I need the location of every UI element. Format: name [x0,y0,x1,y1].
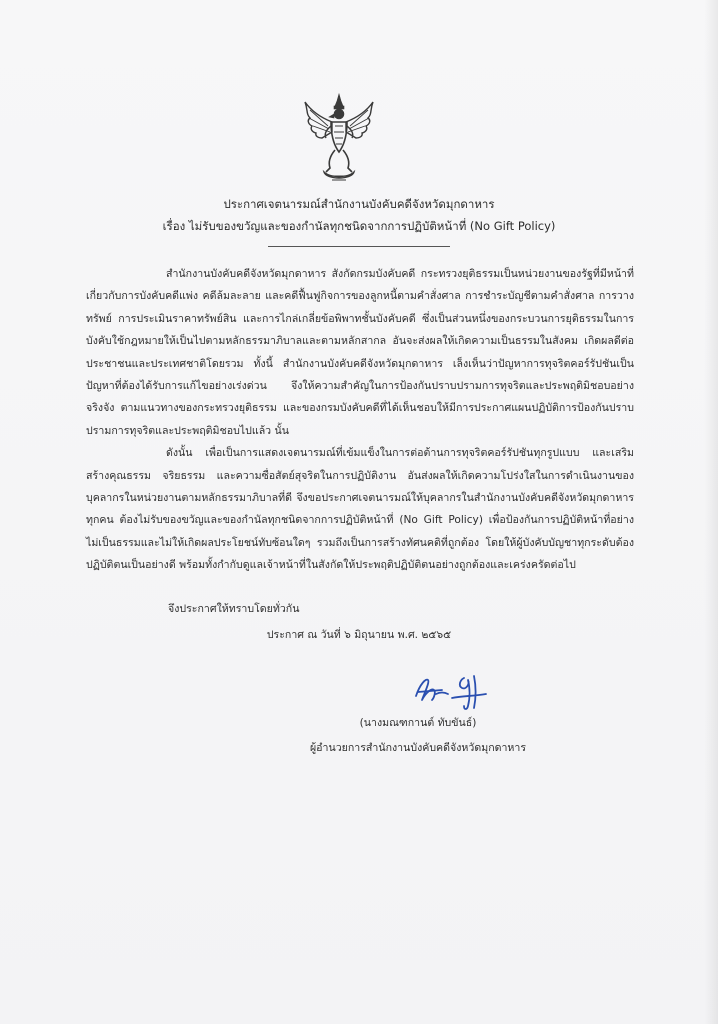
body-paragraph-2: ดังนั้น เพื่อเป็นการแสดงเจตนารมณ์ที่เข้มแข็งในการต่อต้านการทุจริตคอร์รัปชันทุกรูปแบบ และเสริมสร้างคุณธรรม จริยธรรม และความซื่อสัตย์สุจริตในการปฏิบัติงาน อันส่งผลให้เกิดความโปร่งใสในการดำเนินงานของบุคลากรในหน่วยงานตามหลักธรรมาภิบาลที่ดี จึงขอประกาศเจตนารมณ์ให้บุคลากรในสำนักงานบังคับคดีจังหวัดมุกดาหารทุกคน ต้องไม่รับของขวัญและของกำนัลทุกชนิดจากการปฏิบัติหน้าที่ (No Gift Policy) เพื่อป้องกันการปฏิบัติหน้าที่อย่างไม่เป็นธรรมและไม่ให้เกิดผลประโยชน์ทับซ้อนใดๆ รวมถึงเป็นการสร้างทัศนคติที่ถูกต้อง โดยให้ผู้บังคับบัญชาทุกระดับต้องปฏิบัติตนเป็นอย่างดี พร้อมทั้งกำกับดูแลเจ้าหน้าที่ในสังกัดให้ประพฤติปฏิบัติตนอย่างถูกต้องและเคร่งครัดต่อไป [86,447,634,572]
closing-statement: จึงประกาศให้ทราบโดยทั่วกัน [168,603,300,615]
garuda-emblem-icon [302,92,376,186]
announcement-subject: เรื่อง ไม่รับของขวัญและของกำนัลทุกชนิดจากการปฏิบัติหน้าที่ (No Gift Policy) [162,219,556,233]
title-divider [268,246,450,247]
body-paragraph-1: สำนักงานบังคับคดีจังหวัดมุกดาหาร สังกัดกรมบังคับคดี กระทรวงยุติธรรมเป็นหน่วยงานของรัฐที่มีหน้าที่เกี่ยวกับการบังคับคดีแพ่ง คดีล้มละลาย และคดีฟื้นฟูกิจการของลูกหนี้ตามคำสั่งศาล การชำระบัญชีตามคำสั่งศาล การวางทรัพย์ การประเมินราคาทรัพย์สิน และการไกล่เกลี่ยข้อพิพาทชั้นบังคับคดี ซึ่งเป็นส่วนหนึ่งของกระบวนการยุติธรรมในการบังคับใช้กฎหมายให้เป็นไปตามหลักธรรมาภิบาลและตามหลักสากล อันจะส่งผลให้เกิดความเป็นธรรมในสังคม เกิดผลดีต่อประชาชนและประเทศชาติโดยรวม ทั้งนี้ สำนักงานบังคับคดีจังหวัดมุกดาหาร เล็งเห็นว่าปัญหาการทุจริตคอร์รัปชันเป็นปัญหาที่ต้องได้รับการแก้ไขอย่างเร่งด่วน จึงให้ความสำคัญในการป้องกันปราบปรามการทุจริตและประพฤติมิชอบอย่างจริงจัง ตามแนวทางของกระทรวงยุติธรรม และของกรมบังคับคดีที่ได้เห็นชอบให้มีการประกาศแผนปฏิบัติการป้องกันปราบปรามการทุจริตและประพฤติมิชอบไปแล้ว นั้น [86,268,634,437]
announcement-body [86,263,634,577]
signer-title: ผู้อำนวยการสำนักงานบังคับคดีจังหวัดมุกดาหาร [309,742,527,754]
announcement-title: ประกาศเจตนารมณ์สำนักงานบังคับคดีจังหวัดมุกดาหาร [223,197,495,211]
announcement-date: ประกาศ ณ วันที่ ๖ มิถุนายน พ.ศ. ๒๕๖๕ [266,629,452,641]
handwritten-signature-icon [412,670,494,712]
signer-name: (นางมณฑกานต์ ทับขันธ์) [359,717,477,729]
